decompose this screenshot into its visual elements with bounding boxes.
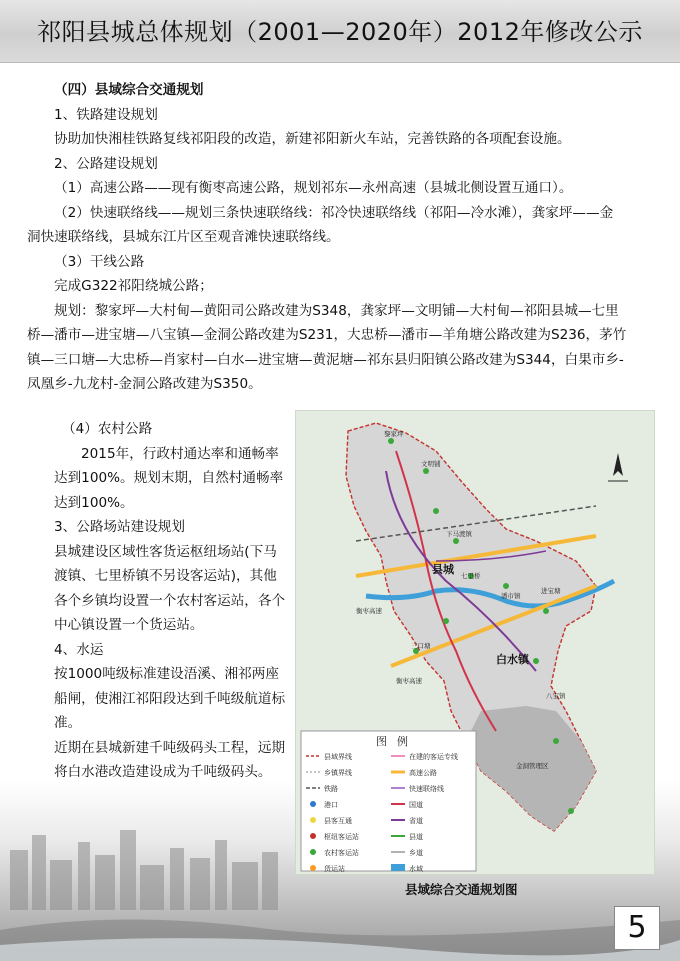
- map-graphic: [296, 411, 654, 874]
- map-label-jinbao: 进宝塘: [541, 587, 561, 595]
- map-label-sankoutang: 三口塘: [411, 642, 431, 650]
- map-label-jindong: 金洞管理区: [516, 762, 549, 770]
- left-column-text: [54, 417, 286, 785]
- road-item-1: （1）高速公路——现有衡枣高速公路，规划祁东—永州高速（县城北侧设置互通口）。: [54, 180, 573, 196]
- legend-port: 港口: [324, 801, 338, 809]
- plan-line-1: 规划：黎家坪—大村甸—黄阳司公路改建为S348，龚家坪—文明铺—大村甸—祁阳县城—七里: [54, 302, 619, 319]
- road-item-3: （3）干线公路: [54, 253, 145, 270]
- port-body: 近期在县城新建千吨级码头工程，远期将白水港改造建设成为千吨级码头。: [54, 739, 286, 780]
- map-label-hengzao: 衡枣高速: [356, 607, 382, 615]
- page-number: 5: [614, 906, 660, 950]
- map-label-xiamadu: 下马渡镇: [446, 530, 472, 538]
- map-caption: 县域综合交通规划图: [405, 882, 518, 897]
- legend-national-road: 国道: [409, 801, 423, 809]
- station-body: 县城建设区域性客货运枢纽场站(下马渡镇、七里桥镇不另设客运站)，其他各个乡镇均设置一个农村客运站，各个中心镇设置一个货运站。: [54, 543, 286, 633]
- water-body: 按1000吨级标准建设浯溪、湘祁两座船闸，使湘江祁阳段达到千吨级航道标准。: [54, 666, 286, 731]
- plan-line-4: 凤凰乡-九龙村-金洞公路改建为S350。: [27, 376, 262, 392]
- rail-heading: 1、铁路建设规划: [54, 106, 158, 123]
- map-label-baishui: 白水镇: [496, 653, 529, 666]
- section-title: （四）县域综合交通规划: [54, 82, 204, 98]
- page-title: 祁阳县城总体规划（2001—2020年）2012年修改公示: [37, 18, 643, 46]
- legend-freight-station: 货运站: [324, 865, 345, 873]
- legend-county-road: 县道: [409, 833, 423, 841]
- map-label-wenming: 文明铺: [421, 460, 441, 468]
- legend-express-link: 快速联络线: [409, 785, 444, 793]
- legend-interchange: 县客互通: [324, 817, 352, 825]
- map-label-hengzao-2: 衡枣高速: [396, 677, 422, 685]
- map-label-lijiaping: 黎家坪: [384, 430, 404, 438]
- legend-hub-station: 枢纽客运站: [324, 833, 359, 841]
- header-bar: [0, 0, 680, 63]
- water-heading: 4、水运: [54, 641, 104, 658]
- road-item-2-line-2: 洞快速联络线，县城东江片区至观音滩快速联络线。: [27, 229, 340, 245]
- legend-water: 水域: [409, 865, 423, 873]
- legend-passenger-line: 在建的客运专线: [409, 753, 458, 761]
- rail-body: 协助加快湘桂铁路复线祁阳段的改造，新建祁阳新火车站，完善铁路的各项配套设施。: [54, 131, 571, 147]
- rural-heading: （4）农村公路: [62, 421, 153, 437]
- rural-body: 2015年，行政村通达率和通畅率达到100%。规划末期，自然村通畅率达到100%。: [54, 445, 284, 511]
- legend-county-boundary: 县域界线: [324, 753, 352, 761]
- map-label-badiao: 八宝镇: [546, 692, 566, 700]
- road-heading: 2、公路建设规划: [54, 155, 158, 172]
- map-label-qiliqiao: 七里桥: [461, 572, 481, 580]
- map-label-pangshi: 潘市镇: [501, 592, 521, 600]
- legend-highway: 高速公路: [409, 769, 437, 777]
- legend-provincial-road: 省道: [409, 817, 423, 825]
- legend-title: 图例: [376, 735, 418, 748]
- plan-line-3: 镇—三口塘—大忠桥—肖家村—白水—进宝塘—黄泥塘—祁东县归阳镇公路改建为S344，白果市乡-: [27, 351, 624, 368]
- map-label-county-seat: 县城: [432, 563, 454, 576]
- road-item-2-line-1: （2）快速联络线——规划三条快速联络线：祁冷快速联络线（祁阳—冷水滩），龚家坪——金: [54, 204, 614, 221]
- plan-line-2: 桥—潘市—进宝塘—八宝镇—金洞公路改建为S231，大忠桥—潘市—羊角塘公路改建为S236，茅竹: [27, 327, 627, 343]
- legend-town-boundary: 乡镇界线: [324, 769, 352, 777]
- legend-township-road: 乡道: [409, 849, 423, 857]
- station-heading: 3、公路场站建设规划: [54, 519, 185, 535]
- transport-map: [295, 410, 655, 875]
- g322-text: 完成G322祁阳绕城公路；: [54, 278, 213, 294]
- article-body: [27, 78, 666, 397]
- legend-rural-station: 农村客运站: [324, 849, 359, 857]
- legend-railway: 铁路: [324, 785, 338, 793]
- compass: [608, 453, 628, 481]
